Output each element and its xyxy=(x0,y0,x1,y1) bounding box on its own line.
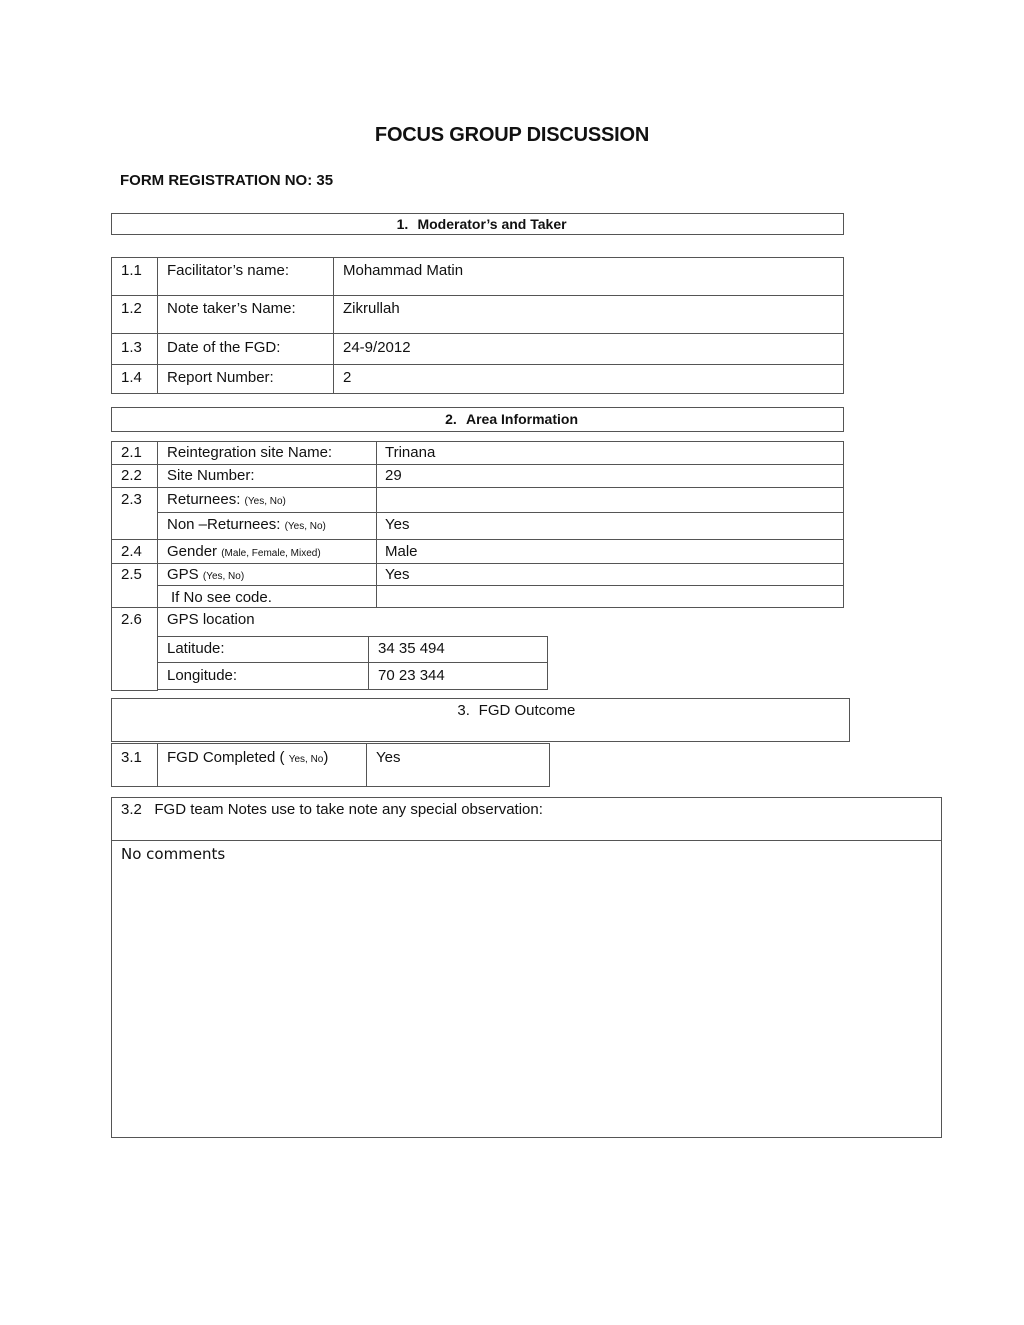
row-number: 1.2 xyxy=(121,300,142,317)
section-header-moderator xyxy=(111,213,844,235)
returnees-label: Returnees: (Yes, No) xyxy=(167,491,286,508)
site-name-value: Trinana xyxy=(385,444,436,461)
non-returnees-hint: (Yes, No) xyxy=(284,521,326,532)
section-number: 2. xyxy=(445,411,457,427)
section-header-area xyxy=(111,407,844,432)
site-name-label: Reintegration site Name: xyxy=(167,444,333,461)
facilitator-name-value: Mohammad Matin xyxy=(343,262,464,279)
row-number: 3.1 xyxy=(121,749,142,766)
gender-label: Gender (Male, Female, Mixed) xyxy=(167,543,321,560)
longitude-label: Longitude: xyxy=(167,667,238,684)
notes-box xyxy=(111,797,942,1138)
section-number: 3. xyxy=(457,702,470,719)
section-header-outcome xyxy=(111,698,850,742)
row-number: 1.1 xyxy=(121,262,142,279)
latitude-label: Latitude: xyxy=(167,640,225,657)
facilitator-name-label: Facilitator’s name: xyxy=(167,262,289,279)
fgd-date-label: Date of the FGD: xyxy=(167,339,281,356)
notes-text: No comments xyxy=(121,845,226,863)
page-title: FOCUS GROUP DISCUSSION xyxy=(374,124,650,146)
row-number: 2.5 xyxy=(121,566,142,583)
notes-header xyxy=(121,801,543,819)
note-taker-label: Note taker’s Name: xyxy=(167,300,296,317)
registration-label: FORM REGISTRATION NO: xyxy=(120,172,313,189)
section-title: Moderator’s and Taker xyxy=(417,216,567,232)
longitude-value: 70 23 344 xyxy=(378,667,445,684)
form-registration xyxy=(120,172,333,190)
row-number: 2.6 xyxy=(121,611,142,628)
row-number: 2.1 xyxy=(121,444,142,461)
non-returnees-label: Non –Returnees: (Yes, No) xyxy=(167,516,326,533)
section-title: FGD Outcome xyxy=(478,702,576,719)
fgd-date-value: 24-9/2012 xyxy=(343,339,411,356)
gender-value: Male xyxy=(385,543,418,560)
returnees-hint: (Yes, No) xyxy=(244,496,286,507)
non-returnees-value: Yes xyxy=(385,516,410,533)
row-number: 2.4 xyxy=(121,543,142,560)
gps-value: Yes xyxy=(385,566,410,583)
note-taker-value: Zikrullah xyxy=(343,300,400,317)
report-number-value: 2 xyxy=(343,369,352,386)
row-number: 1.4 xyxy=(121,369,142,386)
fgd-completed-label: FGD Completed ( Yes, No) xyxy=(167,749,329,766)
section-title: Area Information xyxy=(465,411,578,427)
registration-number: 35 xyxy=(316,172,334,189)
fgd-completed-value: Yes xyxy=(376,749,401,766)
gps-code-note: If No see code. xyxy=(171,589,272,606)
notes-label: FGD team Notes use to take note any special observation: xyxy=(154,801,543,818)
row-number: 3.2 xyxy=(121,801,142,818)
row-number: 2.2 xyxy=(121,467,142,484)
gps-location-label: GPS location xyxy=(167,611,255,628)
row-number: 1.3 xyxy=(121,339,142,356)
site-number-value: 29 xyxy=(385,467,402,484)
site-number-label: Site Number: xyxy=(167,467,255,484)
fgd-completed-hint: Yes, No xyxy=(288,754,324,765)
section-number: 1. xyxy=(396,216,409,232)
gps-label: GPS (Yes, No) xyxy=(167,566,245,583)
gender-hint: (Male, Female, Mixed) xyxy=(221,548,321,559)
latitude-value: 34 35 494 xyxy=(378,640,445,657)
row-number: 2.3 xyxy=(121,491,142,508)
gps-hint: (Yes, No) xyxy=(202,571,245,582)
report-number-label: Report Number: xyxy=(167,369,274,386)
